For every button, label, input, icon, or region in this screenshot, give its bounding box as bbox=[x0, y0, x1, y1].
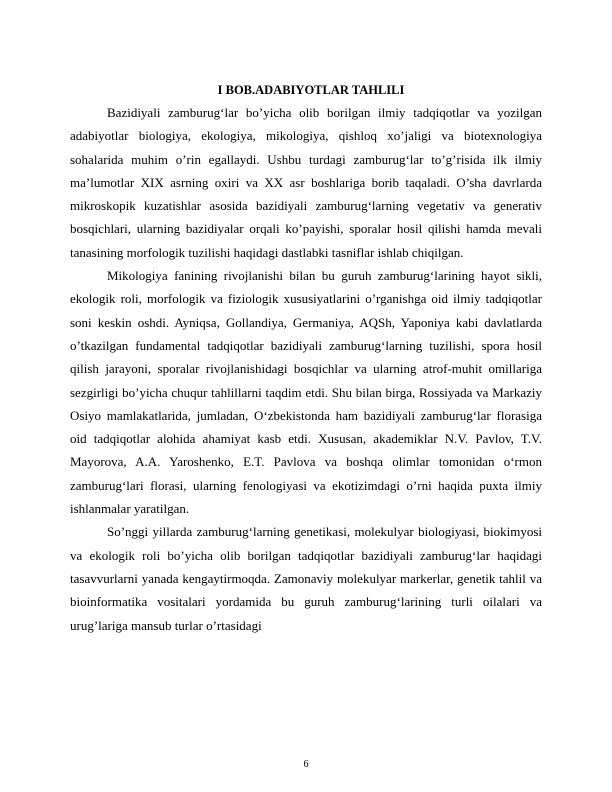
page-number: 6 bbox=[303, 759, 309, 770]
paragraph-2: Mikologiya fanining rivojlanishi bilan bu guruh zamburug‘larining hayot sikli, ekologik roli, morfologik va fiziologik xususiyatlarini o’rganishga oid ilmiy tadqiqotlar soni keskin oshdi. Ayniqsa, Gollandiya, Germaniya, AQSh, Yaponiya kabi davlatlarda o’tkazilgan fundamental tadqiqotlar bazidiyali zamburug‘larning tuzilishi, spora hosil qilish jarayoni, sporalar rivojlanishidagi bosqichlar va ularning atrof-muhit omillariga sezgirligi bo’yicha chuqur tahlillarni taqdim etdi. Shu bilan birga, Rossiyada va Markaziy Osiyo mamlakatlarida, jumladan, O‘zbekistonda ham bazidiyali zamburug‘lar florasiga oid tadqiqotlar alohida ahamiyat kasb etdi. Xususan, akademiklar N.V. Pavlov, T.V. Mayorova, A.A. Yaroshenko, E.T. Pavlova va boshqa olimlar tomonidan o‘rmon zamburug‘lari florasi, ularning fenologiyasi va ekotizimdagi o’rni haqida puxta ilmiy ishlanmalar yaratilgan. bbox=[70, 268, 542, 517]
paragraph-3: So’nggi yillarda zamburug‘larning genetikasi, molekulyar biologiyasi, biokimyosi va ekologik roli bo’yicha olib borilgan tadqiqotlar bazidiyali zamburug‘lar haqidagi tasavvurlarni yanada kengaytirmoqda. Zamonaviy molekulyar markerlar, genetik tahlil va bioinformatika vositalari yordamida bu guruh zamburug‘larining turli oilalari va urug’lariga mansub turlar o’rtasidagi bbox=[70, 524, 542, 633]
paragraph-1: Bazidiyali zamburug‘lar bo’yicha olib borilgan ilmiy tadqiqotlar va yozilgan adabiyotlar biologiya, ekologiya, mikologiya, qishloq xo’jaligi va biotexnologiya sohalarida muhim o’rin egallaydi. Ushbu turdagi zamburug‘lar to’g’risida ilk ilmiy ma’lumotlar XIX asrning oxiri va XX asr boshlariga borib taqaladi. O’sha davrlarda mikroskopik kuzatishlar asosida bazidiyali zamburug‘larning vegetativ va generativ bosqichlari, ularning bazidiyalar orqali ko’payishi, sporalar hosil qilishi hamda mevali tanasining morfologik tuzilishi haqidagi dastlabki tasniflar ishlab chiqilgan. bbox=[70, 105, 542, 260]
document-body bbox=[70, 80, 542, 637]
chapter-heading: I BOB.ADABIYOTLAR TAHLILI bbox=[217, 83, 405, 97]
